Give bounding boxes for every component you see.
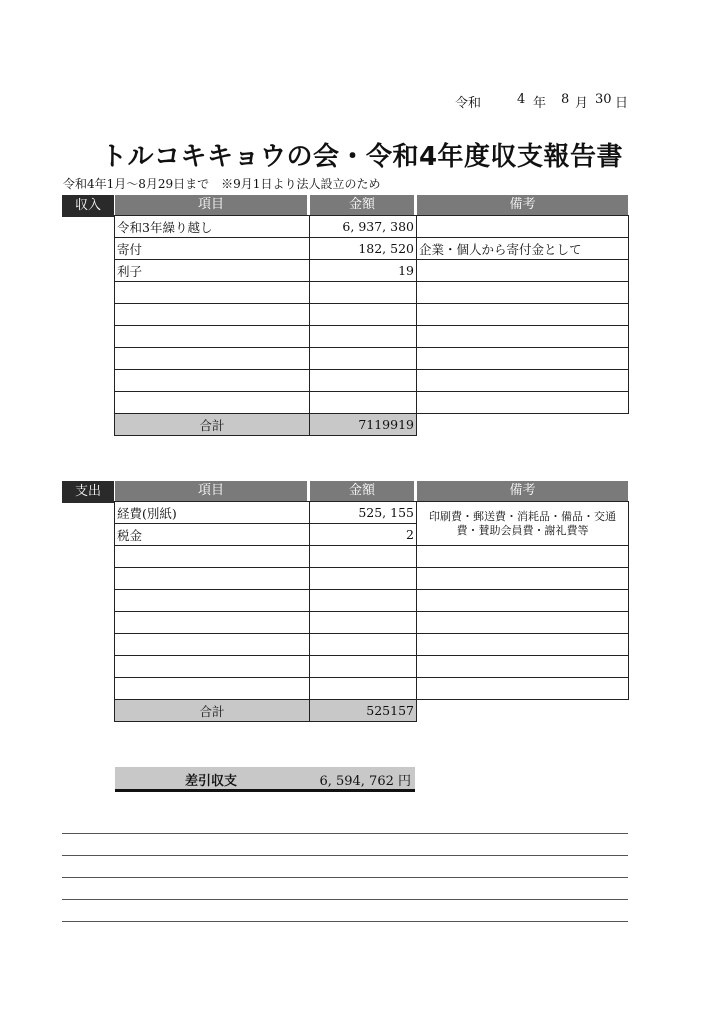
expense-note-cell <box>417 546 629 568</box>
income-item-cell <box>115 392 310 414</box>
date-era: 令和 <box>455 96 482 111</box>
report-date <box>455 92 635 110</box>
income-note-cell: 企業・個人から寄付金として <box>417 238 629 260</box>
expense-note-cell <box>417 678 629 700</box>
income-amount-cell: 182, 520 <box>310 238 417 260</box>
income-header <box>114 195 628 215</box>
income-note-cell <box>417 392 629 414</box>
expense-note-cell <box>417 590 629 612</box>
income-note-cell <box>417 216 629 238</box>
expense-amount-cell <box>310 546 417 568</box>
income-note-cell <box>417 304 629 326</box>
expense-row <box>115 678 629 700</box>
expense-amount-cell <box>310 612 417 634</box>
expense-item-cell <box>115 634 310 656</box>
memo-line <box>62 833 628 834</box>
income-note-cell <box>417 282 629 304</box>
income-note-cell <box>417 370 629 392</box>
expense-note-cell <box>417 612 629 634</box>
memo-line <box>62 877 628 878</box>
income-note-cell <box>417 348 629 370</box>
expense-amount-cell <box>310 568 417 590</box>
income-row <box>115 216 629 238</box>
expense-header-item: 項目 <box>115 481 307 501</box>
income-item-cell: 寄付 <box>115 238 310 260</box>
expense-item-cell: 経費(別紙) <box>115 502 310 524</box>
income-total-spacer <box>417 414 629 436</box>
income-label: 収入 <box>62 195 114 217</box>
income-row <box>115 260 629 282</box>
memo-line <box>62 855 628 856</box>
income-item-cell <box>115 282 310 304</box>
date-month-unit: 月 <box>575 96 589 111</box>
income-row <box>115 326 629 348</box>
income-amount-cell <box>310 392 417 414</box>
income-row <box>115 392 629 414</box>
date-year: 4 <box>517 92 526 107</box>
expense-amount-cell <box>310 656 417 678</box>
income-item-cell <box>115 326 310 348</box>
income-table <box>114 215 629 436</box>
income-header-item: 項目 <box>115 195 307 215</box>
expense-total-row <box>115 700 629 722</box>
income-amount-cell: 6, 937, 380 <box>310 216 417 238</box>
page-title: トルコキキョウの会・令和4年度収支報告書 <box>100 142 624 172</box>
income-row <box>115 370 629 392</box>
date-day: 30 <box>595 92 612 107</box>
income-item-cell <box>115 304 310 326</box>
balance-row <box>115 767 415 792</box>
expense-header <box>114 481 628 501</box>
expense-header-amount: 金額 <box>310 481 414 501</box>
expense-item-cell <box>115 678 310 700</box>
expense-total-value: 525157 <box>310 700 417 722</box>
expense-header-note: 備考 <box>417 481 628 501</box>
income-total-row <box>115 414 629 436</box>
income-item-cell <box>115 348 310 370</box>
income-amount-cell <box>310 348 417 370</box>
income-header-amount: 金額 <box>310 195 414 215</box>
income-total-label: 合計 <box>115 414 310 436</box>
income-row <box>115 348 629 370</box>
memo-line <box>62 921 628 922</box>
expense-total-label: 合計 <box>115 700 310 722</box>
expense-row <box>115 546 629 568</box>
expense-row <box>115 656 629 678</box>
income-item-cell <box>115 370 310 392</box>
expense-amount-cell <box>310 634 417 656</box>
expense-item-cell: 税金 <box>115 524 310 546</box>
expense-row <box>115 634 629 656</box>
expense-note-cell: 印刷費・郵送費・消耗品・備品・交通費・賛助会員費・謝礼費等 <box>417 502 629 546</box>
income-row <box>115 304 629 326</box>
expense-note-cell <box>417 568 629 590</box>
income-note-cell <box>417 326 629 348</box>
date-year-unit: 年 <box>533 96 547 111</box>
expense-note-cell <box>417 634 629 656</box>
expense-item-cell <box>115 612 310 634</box>
income-amount-cell <box>310 370 417 392</box>
income-amount-cell: 19 <box>310 260 417 282</box>
expense-item-cell <box>115 590 310 612</box>
expense-label: 支出 <box>62 481 114 503</box>
income-amount-cell <box>310 326 417 348</box>
expense-row <box>115 612 629 634</box>
date-day-unit: 日 <box>615 96 629 111</box>
expense-note-cell <box>417 656 629 678</box>
expense-amount-cell <box>310 590 417 612</box>
expense-amount-cell <box>310 678 417 700</box>
period-note: 令和4年1月～8月29日まで ※9月1日より法人設立のため <box>63 177 381 191</box>
income-header-note: 備考 <box>417 195 628 215</box>
income-item-cell: 令和3年繰り越し <box>115 216 310 238</box>
expense-amount-cell: 2 <box>310 524 417 546</box>
income-note-cell <box>417 260 629 282</box>
income-amount-cell <box>310 304 417 326</box>
expense-amount-cell: 525, 155 <box>310 502 417 524</box>
memo-line <box>62 899 628 900</box>
income-total-value: 7119919 <box>310 414 417 436</box>
expense-table <box>114 501 629 722</box>
balance-value: 6, 594, 762 円 <box>319 774 411 789</box>
expense-row <box>115 568 629 590</box>
expense-total-spacer <box>417 700 629 722</box>
income-row <box>115 238 629 260</box>
income-item-cell: 利子 <box>115 260 310 282</box>
income-row <box>115 282 629 304</box>
date-month: 8 <box>561 92 570 107</box>
expense-row <box>115 590 629 612</box>
expense-item-cell <box>115 546 310 568</box>
expense-item-cell <box>115 568 310 590</box>
income-amount-cell <box>310 282 417 304</box>
balance-label: 差引収支 <box>185 774 238 789</box>
expense-row <box>115 502 629 524</box>
expense-item-cell <box>115 656 310 678</box>
